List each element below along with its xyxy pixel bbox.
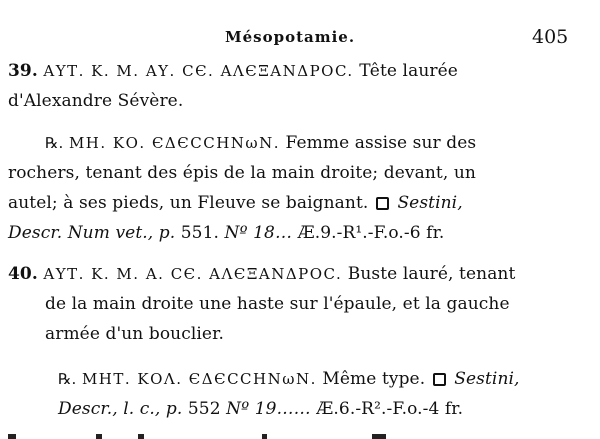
entry-number: 39. (8, 61, 38, 81)
obverse-description: Tête laurée (359, 61, 458, 81)
reference-work: Descr. Num vet., p. (8, 223, 176, 243)
entry-40-line-1 (8, 266, 515, 283)
text-run: autel; à ses pieds, un Fleuve se baignant. (8, 193, 369, 213)
entry-39-reverse-line (45, 135, 476, 152)
obverse-description: Buste lauré, tenant (347, 264, 516, 284)
entry-39-line-6 (8, 225, 444, 242)
reference-page: 552 (187, 399, 221, 419)
entry-40-line-3: armée d'un bouclier. (45, 324, 224, 344)
obverse-legend: ΑΥΤ. Κ. Μ. ΑΥ. CЄ. ΑΛЄΞΑΝΔΡΟC. (43, 62, 354, 80)
entry-number: 40. (8, 264, 38, 284)
page-header-title: Mésopotamie. (225, 28, 356, 46)
entry-39-line-5 (8, 195, 463, 212)
entry-39-line-2: d'Alexandre Sévère. (8, 91, 184, 111)
entry-40-line-2: de la main droite une haste sur l'épaule, et la gauche (45, 294, 510, 314)
entry-39-line-4: rochers, tenant des épis de la main droite; devant, un (8, 163, 476, 183)
reverse-legend: ΜΗΤ. ΚΟΛ. ЄΔЄCCΗΝωΝ. (81, 370, 317, 388)
cut-off-next-line (0, 430, 600, 439)
reference-page: 551. (180, 223, 220, 243)
square-symbol-icon (376, 197, 389, 210)
reference-work: Descr., l. c., p. (58, 399, 183, 419)
reference-tail: Æ.6.-R².-F.o.-4 fr. (316, 399, 464, 419)
entry-40-reference-line (58, 401, 463, 418)
reference-tail: Æ.9.-R¹.-F.o.-6 fr. (297, 223, 445, 243)
reverse-description: Femme assise sur des (285, 133, 477, 153)
reference-author: Sestini, (397, 193, 463, 213)
square-symbol-icon (433, 373, 446, 386)
reference-author: Sestini, (454, 369, 520, 389)
page-number: 405 (532, 26, 569, 48)
reference-number: Nº 19…… (226, 399, 311, 419)
entry-40-reverse-line (58, 371, 520, 388)
obverse-legend: ΑΥΤ. Κ. Μ. Α. CЄ. ΑΛЄΞΑΝΔΡΟC. (43, 265, 343, 283)
reverse-mark: ℞. (58, 370, 77, 388)
entry-39-line-1 (8, 63, 458, 80)
reverse-description: Même type. (322, 369, 426, 389)
reference-number: Nº 18… (224, 223, 293, 243)
reverse-mark: ℞. (45, 134, 64, 152)
reverse-legend: ΜΗ. ΚΟ. ЄΔЄCCΗΝωΝ. (68, 134, 281, 152)
